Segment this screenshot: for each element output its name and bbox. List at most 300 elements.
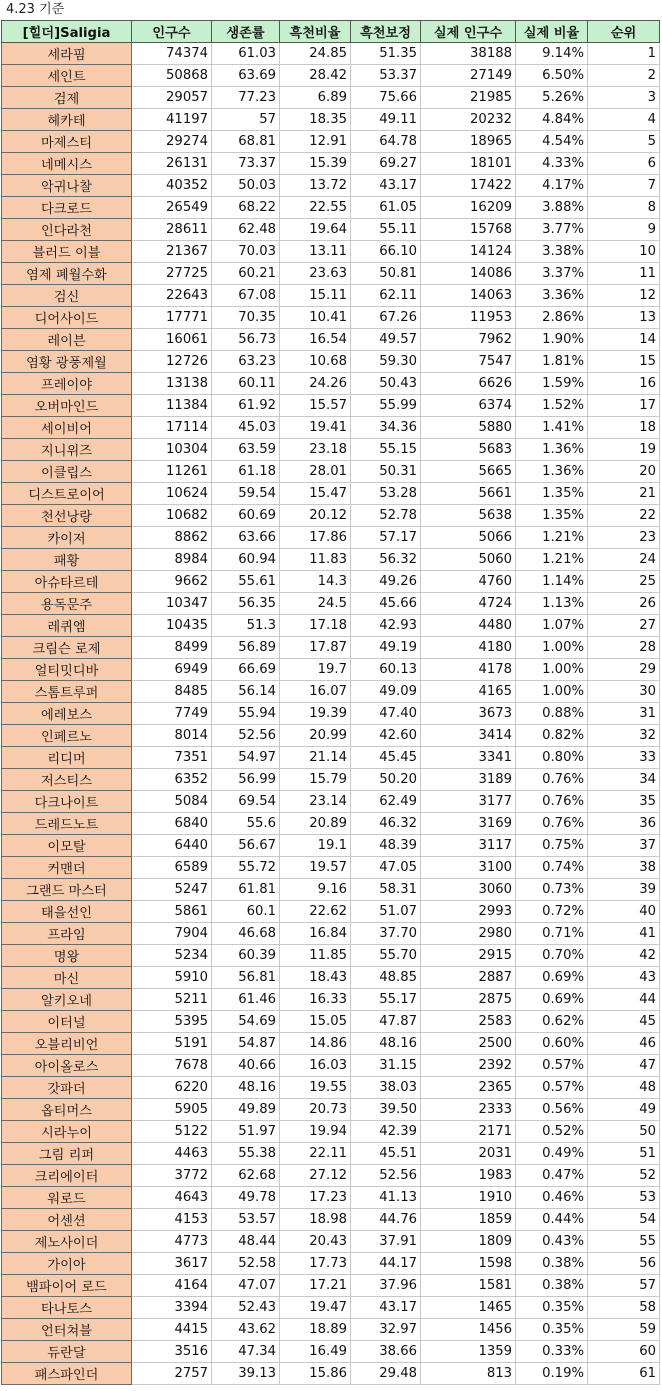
cell-real-ratio[interactable]: 0.71% (516, 923, 588, 945)
cell-real-ratio[interactable]: 0.76% (516, 769, 588, 791)
cell-population[interactable]: 26549 (132, 197, 212, 219)
cell-rank[interactable]: 28 (588, 637, 660, 659)
cell-real-ratio[interactable]: 1.90% (516, 329, 588, 351)
cell-class-name[interactable]: 레이븐 (2, 329, 132, 351)
cell-class-name[interactable]: 명왕 (2, 945, 132, 967)
cell-rank[interactable]: 21 (588, 483, 660, 505)
cell-rank[interactable]: 39 (588, 879, 660, 901)
cell-dark-adjusted[interactable]: 51.07 (351, 901, 421, 923)
cell-population[interactable]: 40352 (132, 175, 212, 197)
cell-real-ratio[interactable]: 0.76% (516, 791, 588, 813)
cell-survival-rate[interactable]: 60.94 (212, 549, 280, 571)
header-class[interactable]: [힐더]Saligia (2, 21, 132, 43)
cell-survival-rate[interactable]: 39.13 (212, 1363, 280, 1385)
cell-real-population[interactable]: 1581 (421, 1275, 516, 1297)
cell-rank[interactable]: 17 (588, 395, 660, 417)
cell-dark-adjusted[interactable]: 48.85 (351, 967, 421, 989)
cell-population[interactable]: 10624 (132, 483, 212, 505)
cell-rank[interactable]: 54 (588, 1209, 660, 1231)
cell-real-ratio[interactable]: 0.57% (516, 1077, 588, 1099)
cell-survival-rate[interactable]: 45.03 (212, 417, 280, 439)
cell-rank[interactable]: 1 (588, 43, 660, 65)
cell-real-population[interactable]: 4760 (421, 571, 516, 593)
cell-rank[interactable]: 19 (588, 439, 660, 461)
cell-rank[interactable]: 10 (588, 241, 660, 263)
cell-real-population[interactable]: 11953 (421, 307, 516, 329)
cell-class-name[interactable]: 스톰트루퍼 (2, 681, 132, 703)
cell-class-name[interactable]: 크리에이터 (2, 1165, 132, 1187)
cell-real-ratio[interactable]: 0.69% (516, 967, 588, 989)
cell-dark-adjusted[interactable]: 53.37 (351, 65, 421, 87)
cell-class-name[interactable]: 이모탈 (2, 835, 132, 857)
cell-population[interactable]: 5191 (132, 1033, 212, 1055)
cell-real-population[interactable]: 2392 (421, 1055, 516, 1077)
cell-real-population[interactable]: 21985 (421, 87, 516, 109)
cell-survival-rate[interactable]: 70.35 (212, 307, 280, 329)
cell-real-ratio[interactable]: 6.50% (516, 65, 588, 87)
cell-dark-adjusted[interactable]: 64.78 (351, 131, 421, 153)
cell-class-name[interactable]: 갓파더 (2, 1077, 132, 1099)
cell-class-name[interactable]: 세라핌 (2, 43, 132, 65)
cell-survival-rate[interactable]: 63.23 (212, 351, 280, 373)
cell-real-population[interactable]: 14063 (421, 285, 516, 307)
cell-rank[interactable]: 58 (588, 1297, 660, 1319)
cell-survival-rate[interactable]: 56.89 (212, 637, 280, 659)
cell-rank[interactable]: 24 (588, 549, 660, 571)
cell-rank[interactable]: 36 (588, 813, 660, 835)
cell-population[interactable]: 3516 (132, 1341, 212, 1363)
cell-dark-adjusted[interactable]: 48.39 (351, 835, 421, 857)
cell-real-population[interactable]: 2887 (421, 967, 516, 989)
cell-dark-adjusted[interactable]: 50.20 (351, 769, 421, 791)
cell-survival-rate[interactable]: 51.3 (212, 615, 280, 637)
cell-real-ratio[interactable]: 3.37% (516, 263, 588, 285)
cell-survival-rate[interactable]: 56.81 (212, 967, 280, 989)
cell-rank[interactable]: 44 (588, 989, 660, 1011)
cell-real-ratio[interactable]: 0.62% (516, 1011, 588, 1033)
cell-population[interactable]: 4463 (132, 1143, 212, 1165)
cell-dark-adjusted[interactable]: 50.31 (351, 461, 421, 483)
cell-real-ratio[interactable]: 1.52% (516, 395, 588, 417)
cell-real-ratio[interactable]: 0.52% (516, 1121, 588, 1143)
cell-class-name[interactable]: 그림 리퍼 (2, 1143, 132, 1165)
cell-dark-ratio[interactable]: 9.16 (280, 879, 351, 901)
cell-dark-ratio[interactable]: 20.99 (280, 725, 351, 747)
cell-population[interactable]: 8014 (132, 725, 212, 747)
cell-class-name[interactable]: 어센션 (2, 1209, 132, 1231)
cell-real-ratio[interactable]: 1.81% (516, 351, 588, 373)
cell-class-name[interactable]: 레퀴엠 (2, 615, 132, 637)
cell-population[interactable]: 6840 (132, 813, 212, 835)
cell-real-population[interactable]: 3060 (421, 879, 516, 901)
cell-real-ratio[interactable]: 1.35% (516, 483, 588, 505)
cell-class-name[interactable]: 패스파인더 (2, 1363, 132, 1385)
cell-dark-adjusted[interactable]: 62.49 (351, 791, 421, 813)
cell-real-ratio[interactable]: 1.59% (516, 373, 588, 395)
cell-rank[interactable]: 9 (588, 219, 660, 241)
cell-real-ratio[interactable]: 5.26% (516, 87, 588, 109)
cell-real-population[interactable]: 5066 (421, 527, 516, 549)
cell-class-name[interactable]: 저스티스 (2, 769, 132, 791)
cell-class-name[interactable]: 검신 (2, 285, 132, 307)
cell-class-name[interactable]: 가이아 (2, 1253, 132, 1275)
cell-rank[interactable]: 53 (588, 1187, 660, 1209)
cell-survival-rate[interactable]: 55.38 (212, 1143, 280, 1165)
cell-survival-rate[interactable]: 60.21 (212, 263, 280, 285)
cell-real-population[interactable]: 15768 (421, 219, 516, 241)
cell-real-ratio[interactable]: 0.33% (516, 1341, 588, 1363)
cell-survival-rate[interactable]: 68.22 (212, 197, 280, 219)
cell-real-ratio[interactable]: 1.36% (516, 461, 588, 483)
cell-real-population[interactable]: 14124 (421, 241, 516, 263)
cell-real-population[interactable]: 18965 (421, 131, 516, 153)
cell-real-ratio[interactable]: 0.69% (516, 989, 588, 1011)
cell-survival-rate[interactable]: 61.18 (212, 461, 280, 483)
cell-dark-ratio[interactable]: 12.91 (280, 131, 351, 153)
cell-dark-ratio[interactable]: 15.86 (280, 1363, 351, 1385)
cell-class-name[interactable]: 디어사이드 (2, 307, 132, 329)
cell-class-name[interactable]: 헤카테 (2, 109, 132, 131)
cell-class-name[interactable]: 악귀나찰 (2, 175, 132, 197)
cell-population[interactable]: 4773 (132, 1231, 212, 1253)
cell-population[interactable]: 10682 (132, 505, 212, 527)
cell-real-ratio[interactable]: 1.41% (516, 417, 588, 439)
cell-real-ratio[interactable]: 2.86% (516, 307, 588, 329)
cell-survival-rate[interactable]: 60.69 (212, 505, 280, 527)
cell-class-name[interactable]: 패황 (2, 549, 132, 571)
cell-rank[interactable]: 29 (588, 659, 660, 681)
cell-dark-ratio[interactable]: 24.85 (280, 43, 351, 65)
cell-dark-adjusted[interactable]: 42.60 (351, 725, 421, 747)
cell-dark-ratio[interactable]: 13.72 (280, 175, 351, 197)
cell-class-name[interactable]: 다크로드 (2, 197, 132, 219)
cell-population[interactable]: 74374 (132, 43, 212, 65)
cell-real-population[interactable]: 4180 (421, 637, 516, 659)
cell-dark-adjusted[interactable]: 53.28 (351, 483, 421, 505)
cell-rank[interactable]: 4 (588, 109, 660, 131)
cell-dark-ratio[interactable]: 16.54 (280, 329, 351, 351)
cell-dark-adjusted[interactable]: 48.16 (351, 1033, 421, 1055)
cell-dark-adjusted[interactable]: 56.32 (351, 549, 421, 571)
cell-population[interactable]: 27725 (132, 263, 212, 285)
cell-rank[interactable]: 40 (588, 901, 660, 923)
cell-population[interactable]: 9662 (132, 571, 212, 593)
cell-real-ratio[interactable]: 0.72% (516, 901, 588, 923)
cell-real-population[interactable]: 2365 (421, 1077, 516, 1099)
cell-population[interactable]: 5234 (132, 945, 212, 967)
cell-rank[interactable]: 50 (588, 1121, 660, 1143)
cell-class-name[interactable]: 제노사이더 (2, 1231, 132, 1253)
cell-class-name[interactable]: 용독문주 (2, 593, 132, 615)
cell-real-ratio[interactable]: 4.84% (516, 109, 588, 131)
header-dark-adjusted[interactable]: 흑천보정 (351, 21, 421, 43)
cell-dark-ratio[interactable]: 21.14 (280, 747, 351, 769)
cell-rank[interactable]: 26 (588, 593, 660, 615)
cell-dark-ratio[interactable]: 28.01 (280, 461, 351, 483)
cell-population[interactable]: 21367 (132, 241, 212, 263)
cell-rank[interactable]: 46 (588, 1033, 660, 1055)
cell-class-name[interactable]: 이클립스 (2, 461, 132, 483)
cell-survival-rate[interactable]: 56.73 (212, 329, 280, 351)
cell-survival-rate[interactable]: 63.59 (212, 439, 280, 461)
cell-dark-adjusted[interactable]: 46.32 (351, 813, 421, 835)
cell-survival-rate[interactable]: 69.54 (212, 791, 280, 813)
cell-rank[interactable]: 34 (588, 769, 660, 791)
cell-class-name[interactable]: 블러드 이블 (2, 241, 132, 263)
cell-dark-ratio[interactable]: 16.03 (280, 1055, 351, 1077)
cell-survival-rate[interactable]: 52.56 (212, 725, 280, 747)
cell-real-population[interactable]: 7962 (421, 329, 516, 351)
cell-population[interactable]: 5395 (132, 1011, 212, 1033)
cell-population[interactable]: 5084 (132, 791, 212, 813)
cell-real-ratio[interactable]: 0.43% (516, 1231, 588, 1253)
cell-dark-ratio[interactable]: 15.05 (280, 1011, 351, 1033)
cell-survival-rate[interactable]: 77.23 (212, 87, 280, 109)
cell-rank[interactable]: 48 (588, 1077, 660, 1099)
cell-survival-rate[interactable]: 62.48 (212, 219, 280, 241)
cell-dark-ratio[interactable]: 19.7 (280, 659, 351, 681)
cell-real-population[interactable]: 2583 (421, 1011, 516, 1033)
cell-survival-rate[interactable]: 63.69 (212, 65, 280, 87)
cell-dark-ratio[interactable]: 22.62 (280, 901, 351, 923)
header-rank[interactable]: 순위 (588, 21, 660, 43)
cell-population[interactable]: 11261 (132, 461, 212, 483)
cell-dark-adjusted[interactable]: 55.17 (351, 989, 421, 1011)
cell-survival-rate[interactable]: 60.39 (212, 945, 280, 967)
cell-rank[interactable]: 47 (588, 1055, 660, 1077)
cell-dark-ratio[interactable]: 17.87 (280, 637, 351, 659)
cell-population[interactable]: 3394 (132, 1297, 212, 1319)
cell-population[interactable]: 8499 (132, 637, 212, 659)
cell-population[interactable]: 8984 (132, 549, 212, 571)
cell-population[interactable]: 8485 (132, 681, 212, 703)
cell-real-ratio[interactable]: 1.21% (516, 549, 588, 571)
cell-survival-rate[interactable]: 55.72 (212, 857, 280, 879)
cell-dark-ratio[interactable]: 27.12 (280, 1165, 351, 1187)
cell-real-population[interactable]: 5060 (421, 549, 516, 571)
cell-real-population[interactable]: 4178 (421, 659, 516, 681)
cell-real-ratio[interactable]: 0.46% (516, 1187, 588, 1209)
cell-dark-adjusted[interactable]: 50.43 (351, 373, 421, 395)
cell-real-population[interactable]: 27149 (421, 65, 516, 87)
cell-dark-adjusted[interactable]: 37.70 (351, 923, 421, 945)
cell-survival-rate[interactable]: 55.6 (212, 813, 280, 835)
cell-dark-adjusted[interactable]: 47.40 (351, 703, 421, 725)
cell-dark-ratio[interactable]: 24.5 (280, 593, 351, 615)
cell-dark-ratio[interactable]: 16.84 (280, 923, 351, 945)
cell-real-ratio[interactable]: 1.14% (516, 571, 588, 593)
cell-dark-ratio[interactable]: 6.89 (280, 87, 351, 109)
cell-class-name[interactable]: 리디머 (2, 747, 132, 769)
cell-population[interactable]: 5122 (132, 1121, 212, 1143)
header-dark-ratio[interactable]: 흑천비율 (280, 21, 351, 43)
cell-dark-adjusted[interactable]: 75.66 (351, 87, 421, 109)
cell-dark-adjusted[interactable]: 55.99 (351, 395, 421, 417)
cell-population[interactable]: 50868 (132, 65, 212, 87)
cell-class-name[interactable]: 디스트로이어 (2, 483, 132, 505)
cell-rank[interactable]: 52 (588, 1165, 660, 1187)
cell-dark-adjusted[interactable]: 44.17 (351, 1253, 421, 1275)
cell-dark-ratio[interactable]: 19.64 (280, 219, 351, 241)
cell-population[interactable]: 3772 (132, 1165, 212, 1187)
cell-class-name[interactable]: 워로드 (2, 1187, 132, 1209)
cell-real-ratio[interactable]: 1.21% (516, 527, 588, 549)
cell-population[interactable]: 2757 (132, 1363, 212, 1385)
cell-population[interactable]: 26131 (132, 153, 212, 175)
cell-dark-adjusted[interactable]: 62.11 (351, 285, 421, 307)
cell-survival-rate[interactable]: 60.11 (212, 373, 280, 395)
cell-real-ratio[interactable]: 1.07% (516, 615, 588, 637)
cell-class-name[interactable]: 이터널 (2, 1011, 132, 1033)
cell-survival-rate[interactable]: 61.92 (212, 395, 280, 417)
cell-dark-adjusted[interactable]: 44.76 (351, 1209, 421, 1231)
cell-survival-rate[interactable]: 57 (212, 109, 280, 131)
cell-dark-ratio[interactable]: 20.89 (280, 813, 351, 835)
header-survival-rate[interactable]: 생존률 (212, 21, 280, 43)
cell-population[interactable]: 11384 (132, 395, 212, 417)
cell-rank[interactable]: 49 (588, 1099, 660, 1121)
cell-survival-rate[interactable]: 49.89 (212, 1099, 280, 1121)
cell-survival-rate[interactable]: 53.57 (212, 1209, 280, 1231)
cell-dark-adjusted[interactable]: 45.66 (351, 593, 421, 615)
cell-survival-rate[interactable]: 49.78 (212, 1187, 280, 1209)
cell-dark-adjusted[interactable]: 52.56 (351, 1165, 421, 1187)
cell-real-ratio[interactable]: 1.00% (516, 681, 588, 703)
cell-survival-rate[interactable]: 63.66 (212, 527, 280, 549)
cell-population[interactable]: 7351 (132, 747, 212, 769)
cell-real-population[interactable]: 38188 (421, 43, 516, 65)
cell-real-ratio[interactable]: 0.80% (516, 747, 588, 769)
cell-dark-ratio[interactable]: 10.68 (280, 351, 351, 373)
cell-class-name[interactable]: 프라임 (2, 923, 132, 945)
cell-rank[interactable]: 45 (588, 1011, 660, 1033)
cell-survival-rate[interactable]: 52.43 (212, 1297, 280, 1319)
cell-real-population[interactable]: 7547 (421, 351, 516, 373)
cell-survival-rate[interactable]: 61.03 (212, 43, 280, 65)
cell-dark-adjusted[interactable]: 55.70 (351, 945, 421, 967)
cell-dark-ratio[interactable]: 19.57 (280, 857, 351, 879)
cell-population[interactable]: 5247 (132, 879, 212, 901)
cell-dark-ratio[interactable]: 23.14 (280, 791, 351, 813)
cell-dark-adjusted[interactable]: 43.17 (351, 1297, 421, 1319)
cell-dark-adjusted[interactable]: 55.15 (351, 439, 421, 461)
cell-dark-adjusted[interactable]: 29.48 (351, 1363, 421, 1385)
cell-real-population[interactable]: 5638 (421, 505, 516, 527)
cell-real-population[interactable]: 20232 (421, 109, 516, 131)
cell-real-population[interactable]: 5661 (421, 483, 516, 505)
cell-real-ratio[interactable]: 1.00% (516, 659, 588, 681)
cell-class-name[interactable]: 언터쳐블 (2, 1319, 132, 1341)
cell-population[interactable]: 5861 (132, 901, 212, 923)
cell-class-name[interactable]: 아슈타르테 (2, 571, 132, 593)
cell-class-name[interactable]: 뱀파이어 로드 (2, 1275, 132, 1297)
cell-dark-ratio[interactable]: 22.11 (280, 1143, 351, 1165)
cell-real-ratio[interactable]: 0.56% (516, 1099, 588, 1121)
cell-survival-rate[interactable]: 67.08 (212, 285, 280, 307)
cell-survival-rate[interactable]: 46.68 (212, 923, 280, 945)
cell-real-ratio[interactable]: 4.33% (516, 153, 588, 175)
cell-class-name[interactable]: 천선낭랑 (2, 505, 132, 527)
cell-class-name[interactable]: 커맨더 (2, 857, 132, 879)
cell-dark-ratio[interactable]: 19.55 (280, 1077, 351, 1099)
cell-rank[interactable]: 30 (588, 681, 660, 703)
cell-class-name[interactable]: 인페르노 (2, 725, 132, 747)
cell-real-ratio[interactable]: 1.36% (516, 439, 588, 461)
cell-real-population[interactable]: 5683 (421, 439, 516, 461)
cell-survival-rate[interactable]: 56.99 (212, 769, 280, 791)
cell-dark-ratio[interactable]: 20.12 (280, 505, 351, 527)
cell-rank[interactable]: 35 (588, 791, 660, 813)
cell-dark-ratio[interactable]: 15.11 (280, 285, 351, 307)
cell-real-ratio[interactable]: 4.17% (516, 175, 588, 197)
cell-survival-rate[interactable]: 60.1 (212, 901, 280, 923)
cell-real-ratio[interactable]: 3.88% (516, 197, 588, 219)
cell-class-name[interactable]: 그랜드 마스터 (2, 879, 132, 901)
cell-survival-rate[interactable]: 70.03 (212, 241, 280, 263)
cell-real-ratio[interactable]: 3.77% (516, 219, 588, 241)
cell-rank[interactable]: 12 (588, 285, 660, 307)
cell-dark-ratio[interactable]: 17.21 (280, 1275, 351, 1297)
cell-population[interactable]: 8862 (132, 527, 212, 549)
cell-real-ratio[interactable]: 3.38% (516, 241, 588, 263)
cell-class-name[interactable]: 지니위즈 (2, 439, 132, 461)
cell-real-ratio[interactable]: 4.54% (516, 131, 588, 153)
cell-real-population[interactable]: 3673 (421, 703, 516, 725)
cell-dark-adjusted[interactable]: 45.51 (351, 1143, 421, 1165)
cell-real-population[interactable]: 2333 (421, 1099, 516, 1121)
header-population[interactable]: 인구수 (132, 21, 212, 43)
cell-population[interactable]: 22643 (132, 285, 212, 307)
cell-real-population[interactable]: 4165 (421, 681, 516, 703)
cell-population[interactable]: 5910 (132, 967, 212, 989)
cell-rank[interactable]: 5 (588, 131, 660, 153)
cell-real-population[interactable]: 3414 (421, 725, 516, 747)
cell-population[interactable]: 10304 (132, 439, 212, 461)
cell-population[interactable]: 7678 (132, 1055, 212, 1077)
cell-rank[interactable]: 51 (588, 1143, 660, 1165)
cell-class-name[interactable]: 크림슨 로제 (2, 637, 132, 659)
cell-real-population[interactable]: 3177 (421, 791, 516, 813)
cell-dark-ratio[interactable]: 24.26 (280, 373, 351, 395)
cell-population[interactable]: 4164 (132, 1275, 212, 1297)
cell-dark-ratio[interactable]: 16.33 (280, 989, 351, 1011)
cell-dark-adjusted[interactable]: 32.97 (351, 1319, 421, 1341)
cell-dark-ratio[interactable]: 20.43 (280, 1231, 351, 1253)
cell-dark-ratio[interactable]: 11.83 (280, 549, 351, 571)
cell-dark-ratio[interactable]: 14.86 (280, 1033, 351, 1055)
cell-rank[interactable]: 43 (588, 967, 660, 989)
cell-real-population[interactable]: 4480 (421, 615, 516, 637)
cell-real-ratio[interactable]: 9.14% (516, 43, 588, 65)
cell-population[interactable]: 6949 (132, 659, 212, 681)
cell-rank[interactable]: 18 (588, 417, 660, 439)
cell-real-ratio[interactable]: 0.70% (516, 945, 588, 967)
cell-survival-rate[interactable]: 73.37 (212, 153, 280, 175)
cell-survival-rate[interactable]: 54.97 (212, 747, 280, 769)
cell-rank[interactable]: 13 (588, 307, 660, 329)
cell-real-population[interactable]: 6374 (421, 395, 516, 417)
cell-dark-adjusted[interactable]: 47.87 (351, 1011, 421, 1033)
cell-rank[interactable]: 15 (588, 351, 660, 373)
cell-rank[interactable]: 27 (588, 615, 660, 637)
cell-rank[interactable]: 56 (588, 1253, 660, 1275)
cell-dark-ratio[interactable]: 10.41 (280, 307, 351, 329)
cell-real-ratio[interactable]: 0.47% (516, 1165, 588, 1187)
cell-survival-rate[interactable]: 52.58 (212, 1253, 280, 1275)
cell-population[interactable]: 4153 (132, 1209, 212, 1231)
cell-population[interactable]: 16061 (132, 329, 212, 351)
cell-rank[interactable]: 23 (588, 527, 660, 549)
